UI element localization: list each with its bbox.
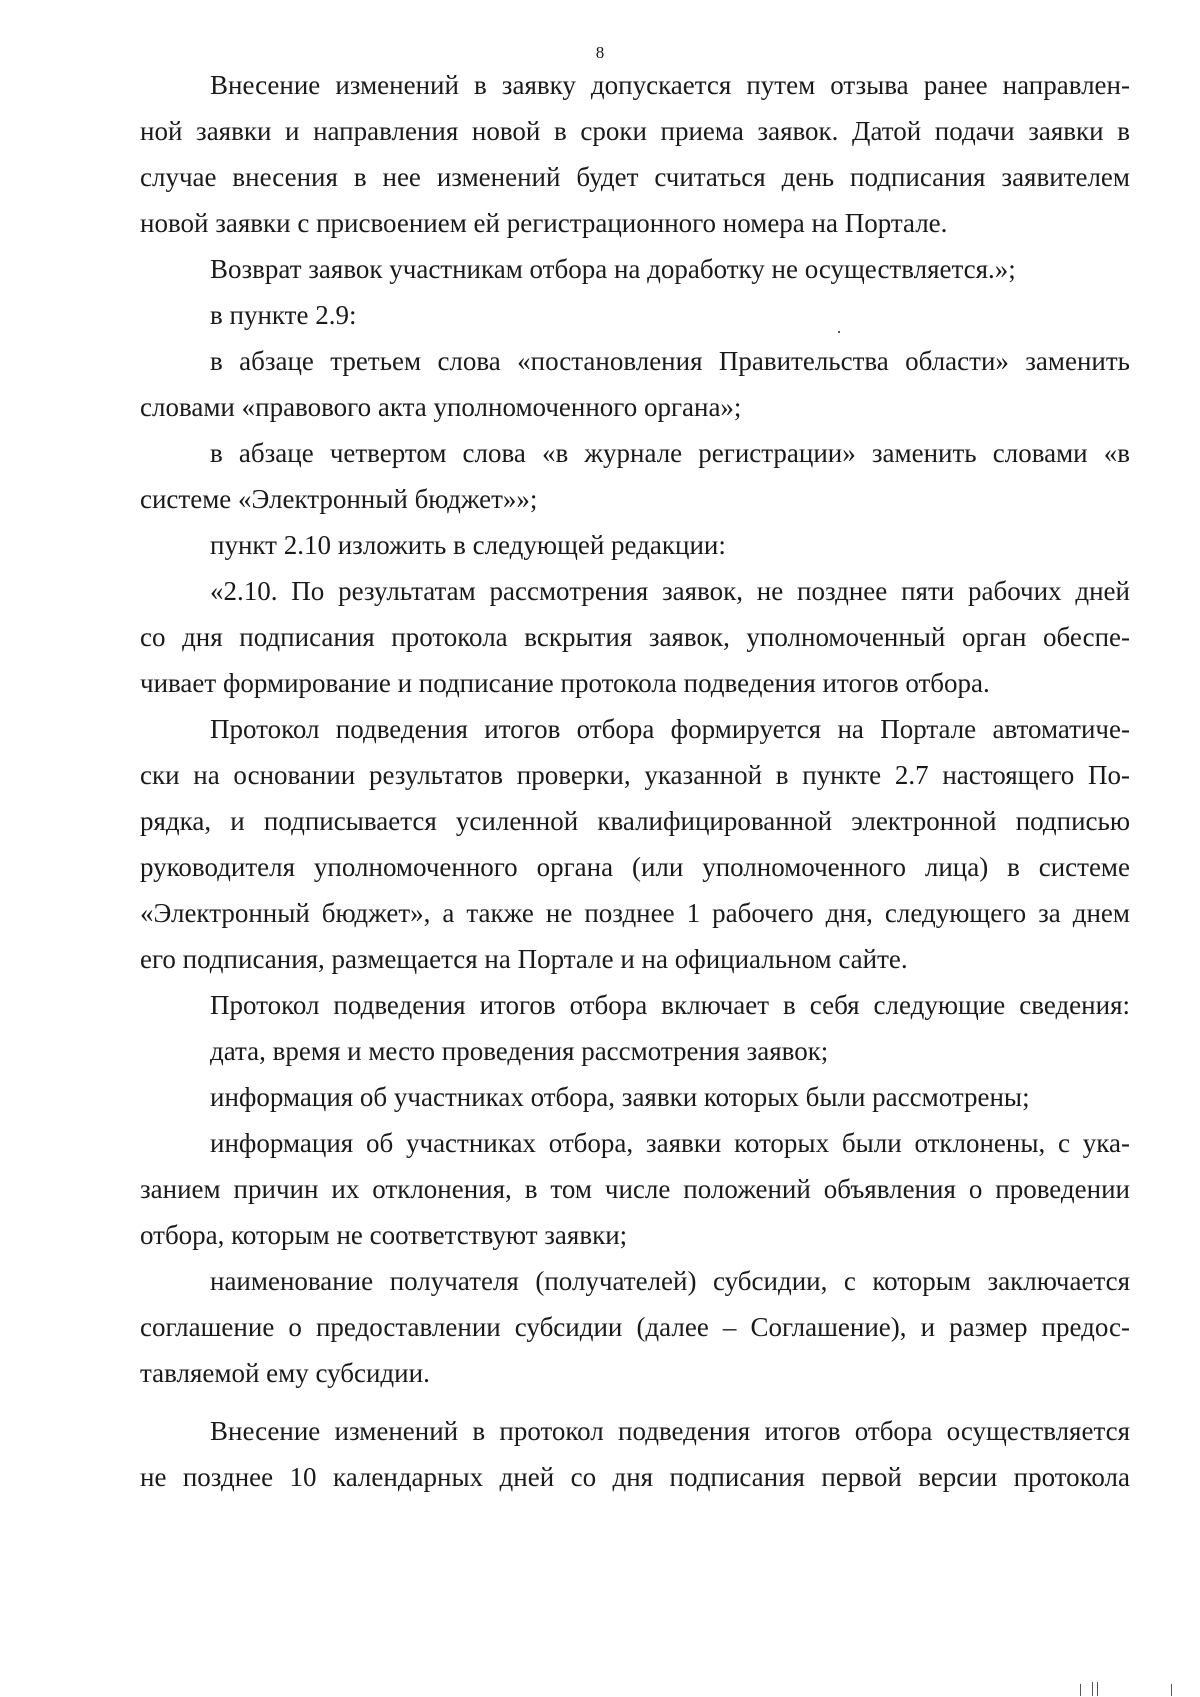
text-line: руководителя уполномоченного органа (или уполномоченного лица) в системе	[140, 852, 1130, 882]
text-line: Возврат заявок участникам отбора на доработку не осуществляется.»;	[210, 254, 1016, 284]
text-line: Внесение изменений в протокол подведения итогов отбора осуществляется	[210, 1416, 1130, 1446]
text-line: его подписания, размещается на Портале и на официальном сайте.	[140, 944, 908, 974]
text-line: ски на основании результатов проверки, указанной в пункте 2.7 настоящего По-	[140, 760, 1130, 790]
text-line: чивает формирование и подписание протокола подведения итогов отбора.	[140, 668, 990, 698]
text-line: тавляемой ему субсидии.	[140, 1358, 430, 1388]
text-line: Протокол подведения итогов отбора формируется на Портале автоматиче-	[210, 714, 1130, 744]
scan-speck	[1080, 1684, 1081, 1696]
scan-speck	[1092, 1682, 1093, 1696]
text-line: рядка, и подписывается усиленной квалифицированной электронной подписью	[140, 806, 1130, 836]
text-line: Протокол подведения итогов отбора включает в себя следующие сведения:	[210, 990, 1130, 1020]
scan-speck	[1171, 1684, 1172, 1696]
text-line: ной заявки и направления новой в сроки приема заявок. Датой подачи заявки в	[140, 116, 1130, 146]
scan-speck	[1097, 1682, 1098, 1696]
text-line: дата, время и место проведения рассмотрения заявок;	[210, 1036, 829, 1066]
text-line: не позднее 10 календарных дней со дня подписания первой версии протокола	[140, 1462, 1130, 1492]
scan-speck	[838, 331, 840, 333]
text-line: в абзаце четвертом слова «в журнале регистрации» заменить словами «в	[210, 438, 1130, 468]
text-line: «2.10. По результатам рассмотрения заявок, не позднее пяти рабочих дней	[210, 576, 1130, 606]
text-line: «Электронный бюджет», а также не позднее 1 рабочего дня, следующего за днем	[140, 898, 1130, 928]
text-line: отбора, которым не соответствуют заявки;	[140, 1220, 628, 1250]
text-line: словами «правового акта уполномоченного органа»;	[140, 392, 742, 422]
text-line: информация об участниках отбора, заявки которых были рассмотрены;	[210, 1082, 1030, 1112]
text-line: в абзаце третьем слова «постановления Правительства области» заменить	[210, 346, 1130, 376]
text-line: информация об участниках отбора, заявки которых были отклонены, с ука-	[210, 1128, 1130, 1158]
text-line: в пункте 2.9:	[210, 300, 357, 330]
text-line: Внесение изменений в заявку допускается путем отзыва ранее направлен-	[210, 70, 1130, 100]
page-number: 8	[595, 43, 605, 62]
text-line: новой заявки с присвоением ей регистрационного номера на Портале.	[140, 208, 948, 238]
text-line: наименование получателя (получателей) субсидии, с которым заключается	[210, 1266, 1130, 1296]
text-line: случае внесения в нее изменений будет считаться день подписания заявителем	[140, 162, 1130, 192]
text-line: со дня подписания протокола вскрытия заявок, уполномоченный орган обеспе-	[140, 622, 1130, 652]
text-line: системе «Электронный бюджет»»;	[140, 484, 538, 514]
text-line: соглашение о предоставлении субсидии (далее – Соглашение), и размер предос-	[140, 1312, 1130, 1342]
text-line: пункт 2.10 изложить в следующей редакции:	[210, 530, 726, 560]
text-line: занием причин их отклонения, в том числе положений объявления о проведении	[140, 1174, 1130, 1204]
